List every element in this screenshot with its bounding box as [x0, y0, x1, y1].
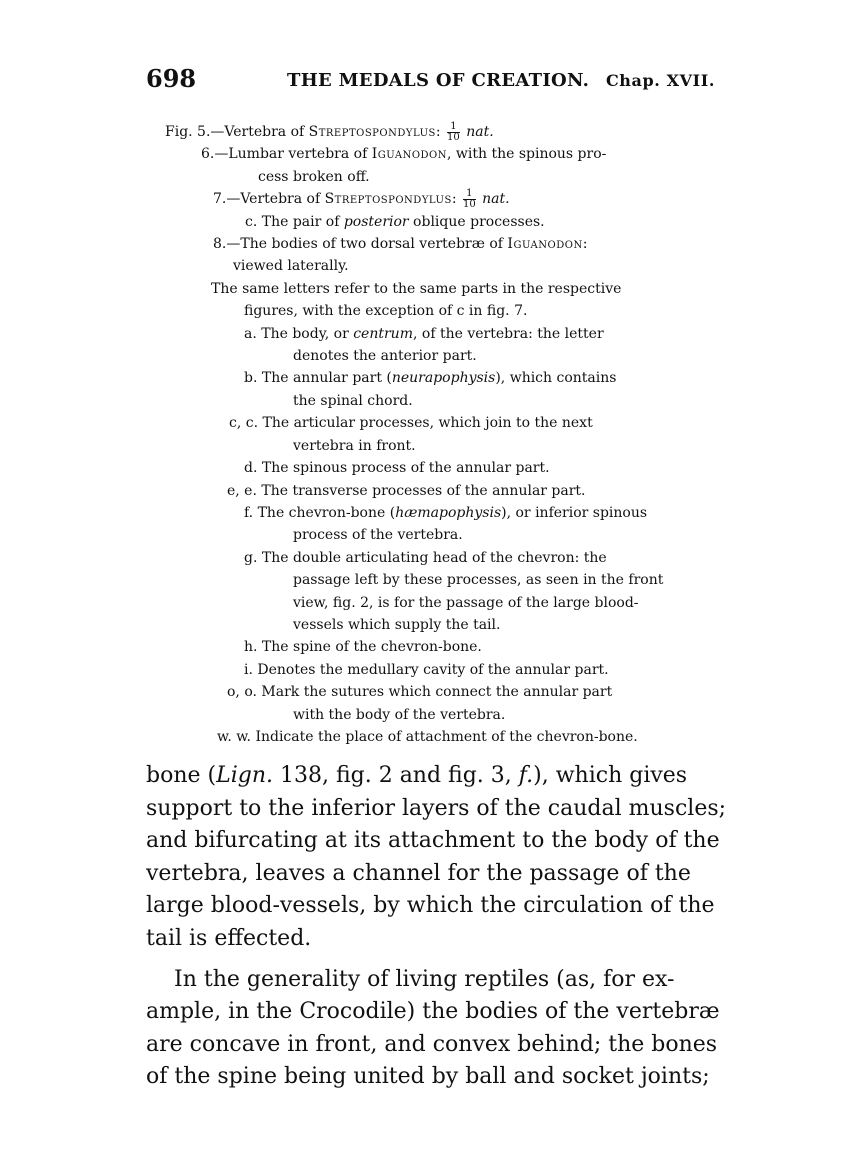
- text-line: are concave in front, and convex behind; the bones: [146, 1031, 718, 1057]
- caption-a-cont: denotes the anterior part.: [293, 348, 477, 365]
- figure-caption: [165, 121, 685, 748]
- text-line: large blood-vessels, by which the circulation of the: [146, 893, 715, 919]
- text-line: support to the inferior layers of the caudal muscles;: [146, 795, 727, 821]
- caption-fig8-cont: viewed laterally.: [233, 258, 349, 275]
- caption-w: w. w. Indicate the place of attachment of the chevron-bone.: [217, 728, 638, 745]
- fraction: $\frac{1}{10}$: [447, 120, 460, 143]
- caption-f: f. The chevron-bone (hæmapophysis), or inferior spinous: [244, 504, 648, 521]
- chapter-label: Chap. XVII.: [605, 71, 715, 90]
- caption-b: b. The annular part (neurapophysis), which contains: [244, 370, 617, 387]
- main-text: [146, 760, 727, 1094]
- caption-c-cont: vertebra in front.: [293, 437, 416, 454]
- text-line: of the spine being united by ball and socket joints;: [146, 1064, 710, 1090]
- caption-e: e, e. The transverse processes of the annular part.: [227, 482, 586, 499]
- caption-g-cont-3: vessels which supply the tail.: [293, 616, 501, 633]
- caption-g: g. The double articulating head of the chevron: the: [244, 549, 607, 566]
- running-header: [146, 64, 715, 98]
- caption-fig6-cont: cess broken off.: [258, 168, 370, 185]
- caption-fig7-c: c. The pair of posterior oblique processes.: [245, 213, 545, 230]
- caption-fig5: Fig. 5.—Vertebra of Streptospondylus: $\frac{1}{10}$ nat.: [165, 120, 494, 143]
- text-line: In the generality of living reptiles (as, for ex-: [174, 966, 675, 992]
- caption-fig8: 8.—The bodies of two dorsal vertebræ of Iguanodon:: [213, 236, 588, 253]
- caption-d: d. The spinous process of the annular part.: [244, 460, 550, 477]
- text-line: vertebra, leaves a channel for the passage of the: [146, 860, 691, 886]
- caption-b-cont: the spinal chord.: [293, 392, 413, 409]
- caption-c: c, c. The articular processes, which join to the next: [229, 415, 593, 432]
- fraction: $\frac{1}{10}$: [462, 187, 476, 210]
- caption-letters-cont: figures, with the exception of c in fig. 7.: [244, 303, 528, 320]
- caption-f-cont: process of the vertebra.: [293, 527, 463, 544]
- caption-g-cont-1: passage left by these processes, as seen in the front: [293, 572, 664, 589]
- caption-o-cont: with the body of the vertebra.: [293, 706, 506, 723]
- caption-a: a. The body, or centrum, of the vertebra: the letter: [244, 325, 604, 342]
- text-line: tail is effected.: [146, 925, 312, 951]
- text-line: and bifurcating at its attachment to the body of the: [146, 828, 720, 854]
- running-title: THE MEDALS OF CREATION.: [287, 70, 590, 91]
- page-number: 698: [146, 64, 197, 93]
- caption-letters: The same letters refer to the same parts in the respective: [211, 280, 622, 297]
- caption-h: h. The spine of the chevron-bone.: [244, 639, 482, 656]
- caption-fig7: 7.—Vertebra of Streptospondylus: $\frac{1}{10}$ nat.: [213, 187, 510, 210]
- caption-g-cont-2: view, fig. 2, is for the passage of the large blood-: [293, 594, 639, 611]
- caption-i: i. Denotes the medullary cavity of the annular part.: [244, 661, 609, 678]
- text-line: bone (Lign. 138, fig. 2 and fig. 3, f.), which gives: [146, 763, 688, 788]
- text-line: ample, in the Crocodile) the bodies of the vertebræ: [146, 999, 720, 1025]
- caption-fig6: 6.—Lumbar vertebra of Iguanodon, with the spinous pro-: [201, 146, 607, 163]
- caption-o: o, o. Mark the sutures which connect the annular part: [227, 684, 613, 701]
